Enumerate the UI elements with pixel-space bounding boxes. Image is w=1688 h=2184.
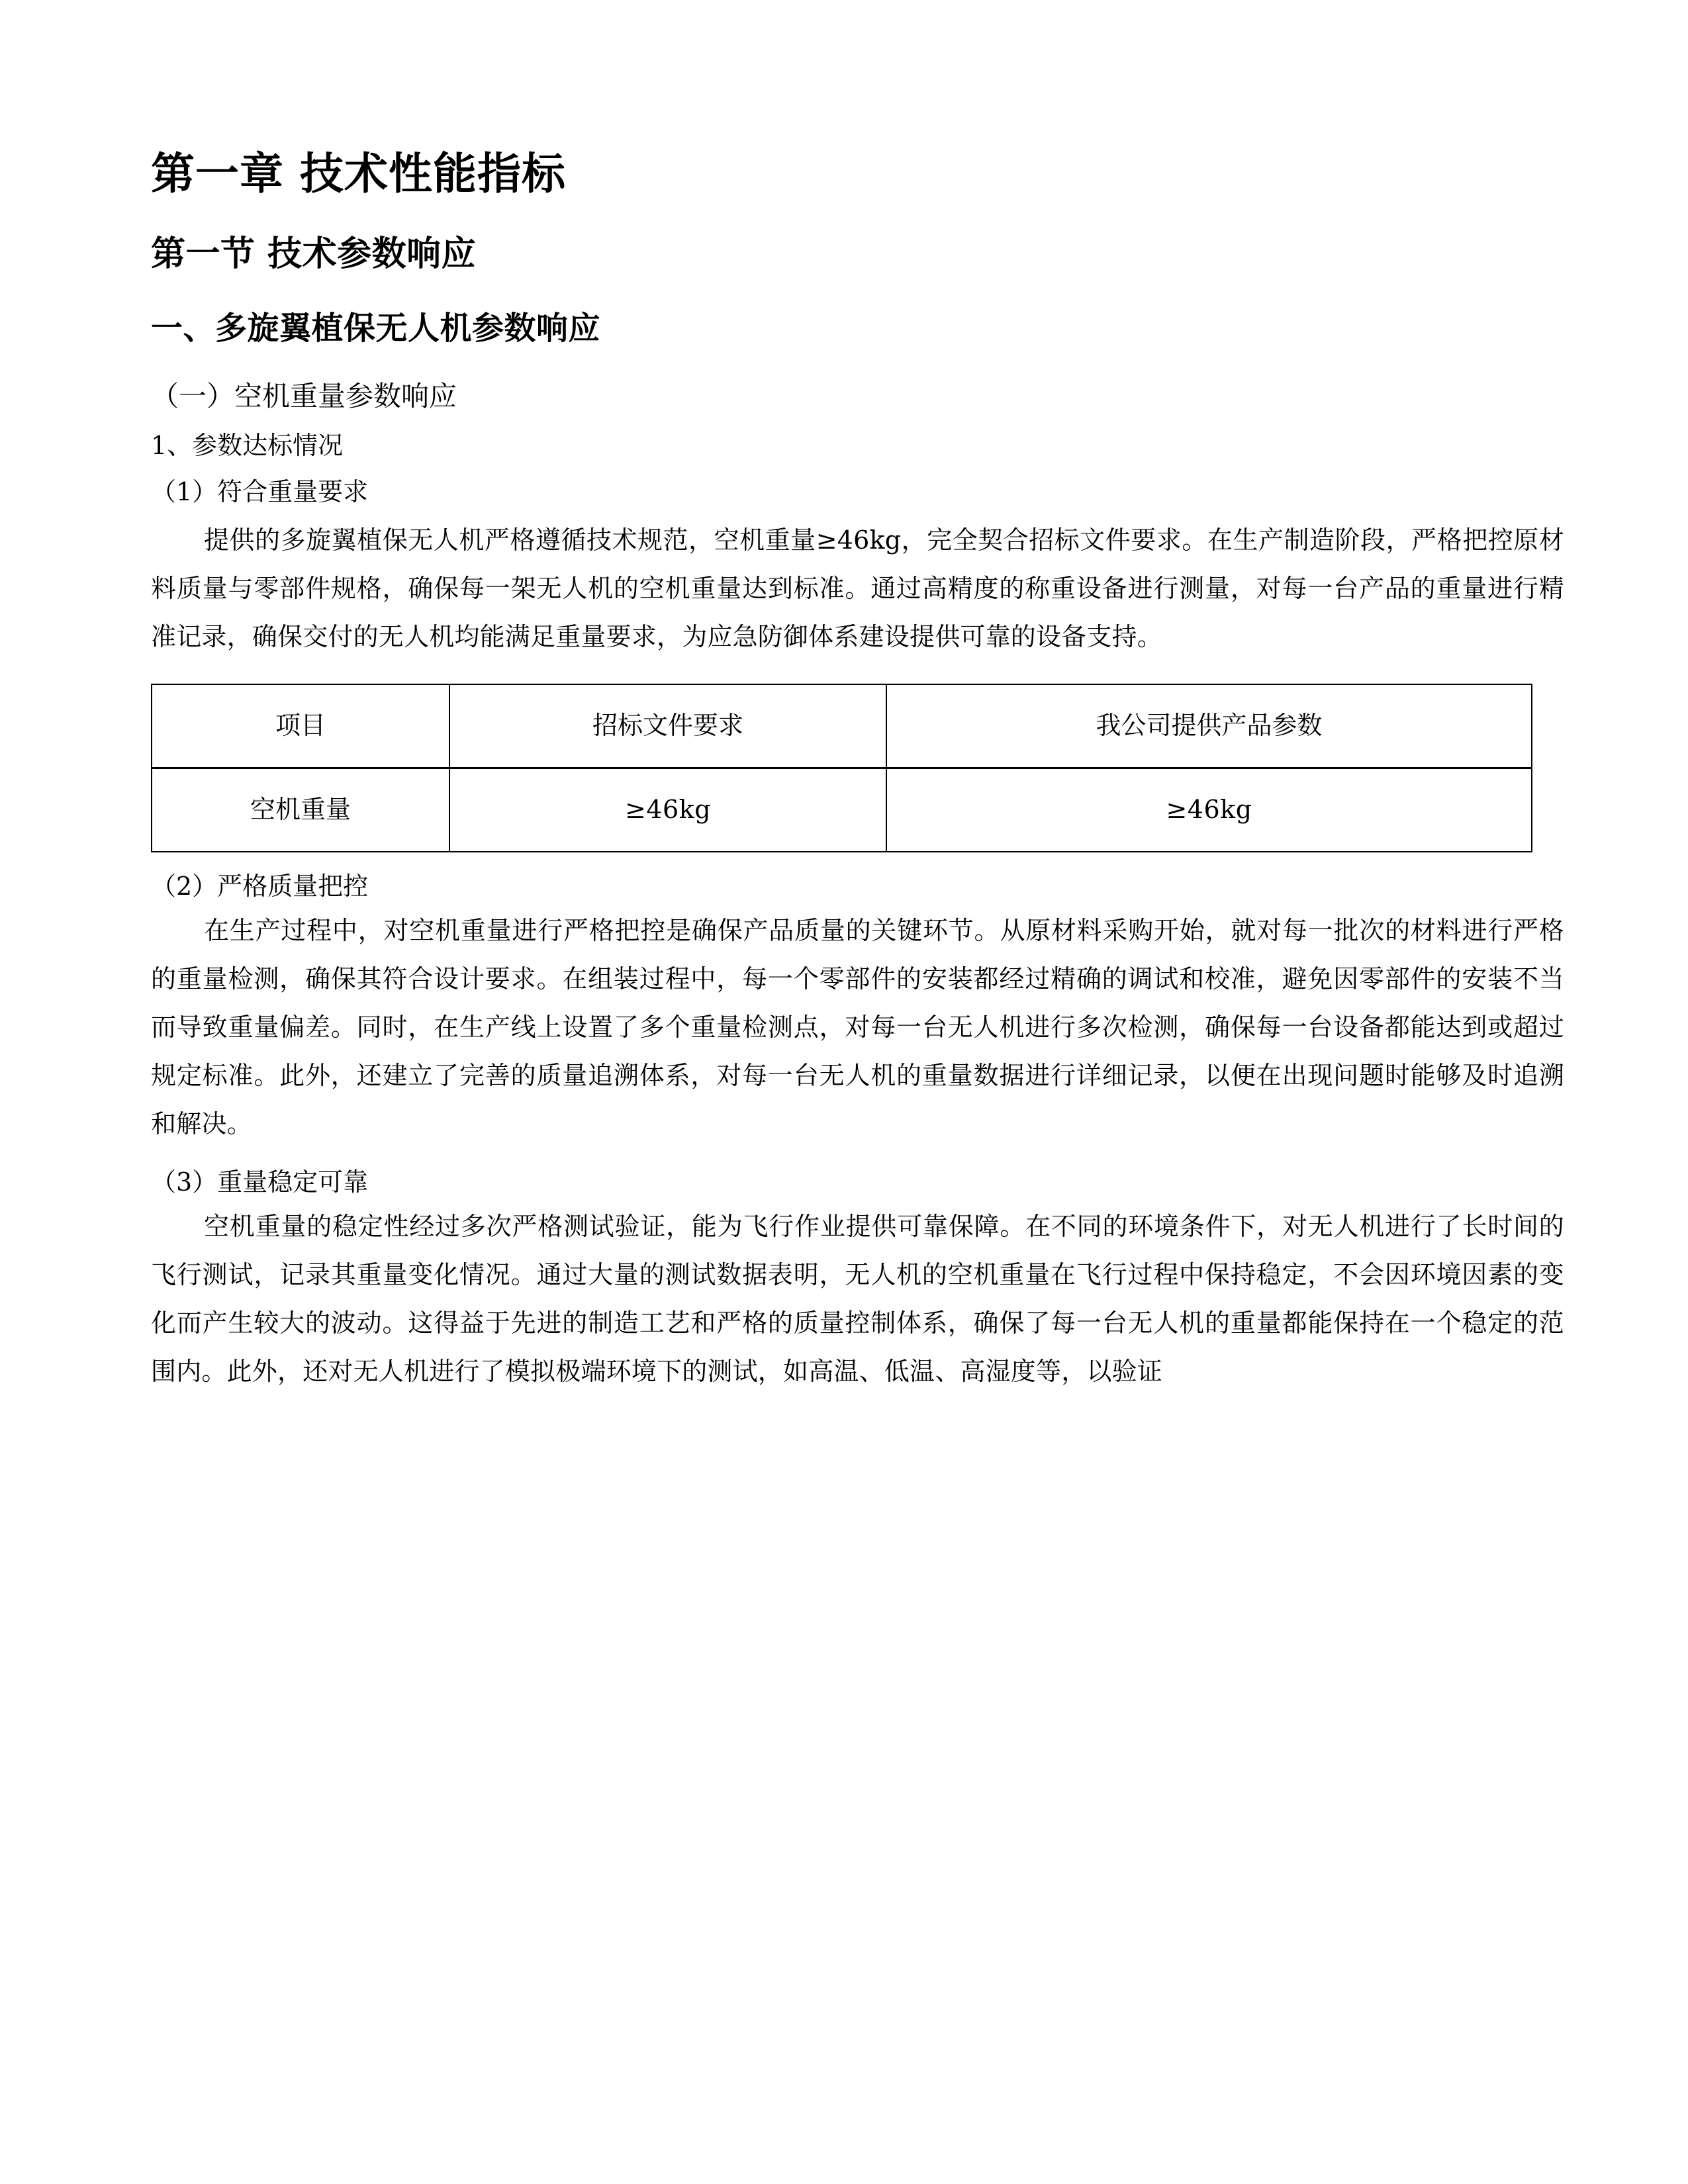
subsection-heading: 一、多旋翼植保无人机参数响应 <box>151 310 601 347</box>
page-content <box>151 148 1564 1396</box>
table-header-cell-requirement: 招标文件要求 <box>449 684 886 768</box>
table-cell-requirement: ≥46kg <box>449 768 886 852</box>
table-row <box>152 768 1532 852</box>
block3-paragraph: 空机重量的稳定性经过多次严格测试验证，能为飞行作业提供可靠保障。在不同的环境条件下，对无人机进行了长时间的飞行测试，记录其重量变化情况。通过大量的测试数据表明，无人机的空机重量在飞行过程中保持稳定，不会因环境因素的变化而产生较大的波动。这得益于先进的制造工艺和严格的质量控制体系，确保了每一台无人机的重量都能保持在一个稳定的范围内。此外，还对无人机进行了模拟极端环境下的测试，如高温、低温、高湿度等，以验证 <box>151 1212 1564 1386</box>
table-header-cell-provided: 我公司提供产品参数 <box>886 684 1532 768</box>
table-header-row <box>152 684 1532 768</box>
table-cell-provided: ≥46kg <box>886 768 1532 852</box>
table-cell-item: 空机重量 <box>152 768 449 852</box>
table-header-cell-item: 项目 <box>152 684 449 768</box>
spec-table <box>151 684 1532 852</box>
block2-paragraph: 在生产过程中，对空机重量进行严格把控是确保产品质量的关键环节。从原材料采购开始，就对每一批次的材料进行严格的重量检测，确保其符合设计要求。在组装过程中，每一个零部件的安装都经过精确的调试和校准，避免因零部件的安装不当而导致重量偏差。同时，在生产线上设置了多个重量检测点，对每一台无人机进行多次检测，确保每一台设备都能达到或超过规定标准。此外，还建立了完善的质量追溯体系，对每一台无人机的重量数据进行详细记录，以便在出现问题时能够及时追溯和解决。 <box>151 916 1564 1138</box>
block3-label: （3）重量稳定可靠 <box>151 1167 369 1197</box>
block1-paragraph: 提供的多旋翼植保无人机严格遵循技术规范，空机重量≥46kg，完全契合招标文件要求。在生产制造阶段，严格把控原材料质量与零部件规格，确保每一架无人机的空机重量达到标准。通过高精度的称重设备进行测量，对每一台产品的重量进行精准记录，确保交付的无人机均能满足重量要求，为应急防御体系建设提供可靠的设备支持。 <box>151 525 1564 651</box>
chapter-heading: 第一章 技术性能指标 <box>151 148 566 199</box>
spec-table-wrapper <box>151 684 1564 852</box>
section-heading: 第一节 技术参数响应 <box>151 234 477 274</box>
block1-label: （1）符合重量要求 <box>151 477 369 506</box>
item-heading: （一）空机重量参数响应 <box>151 380 457 412</box>
numbered-level-label: 1、参数达标情况 <box>151 431 344 460</box>
block2-label: （2）严格质量把控 <box>151 872 369 901</box>
